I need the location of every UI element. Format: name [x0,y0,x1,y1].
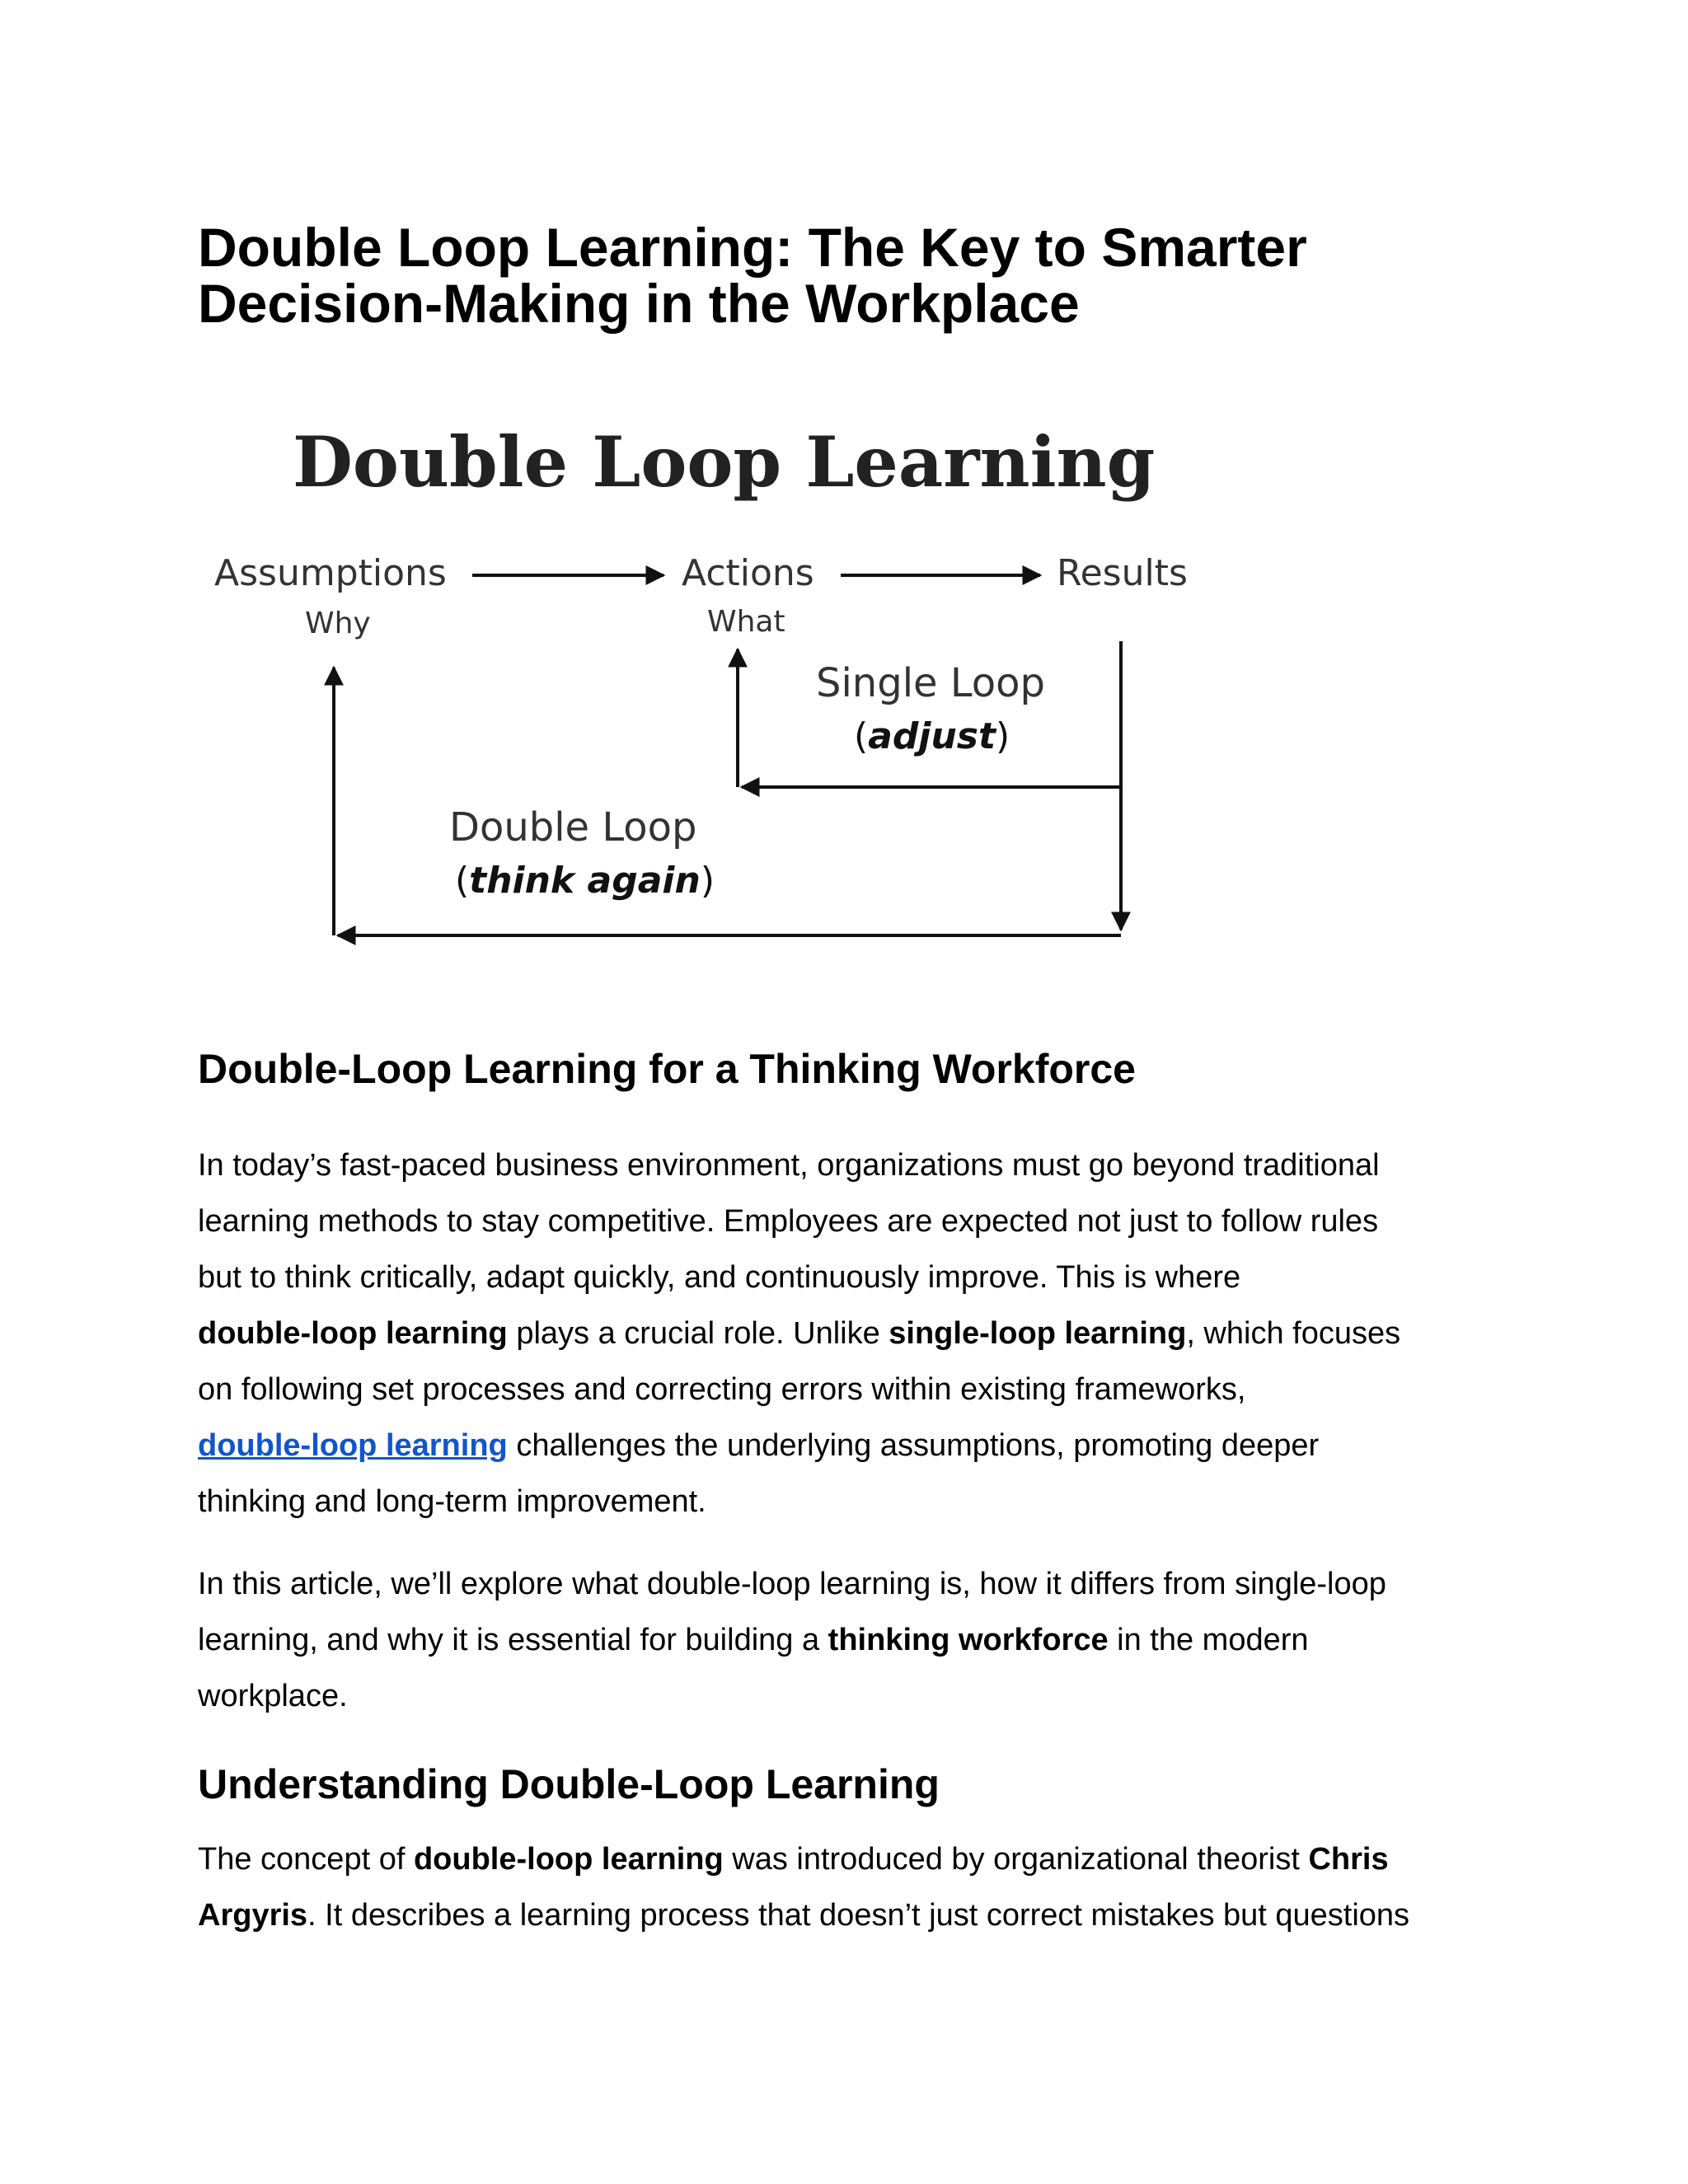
text-line [198,1418,1517,1474]
text-run: , which focuses [1186,1316,1401,1351]
text-run: The concept of [198,1842,414,1877]
text-run: challenges the underlying assumptions, promoting deeper [507,1428,1320,1463]
paragraph-concept [198,1831,1517,1943]
text-line: on following set processes and correcting errors within existing frameworks, [198,1372,1246,1407]
diagram-heading: Double Loop Learning [293,421,1156,503]
double-loop-diagram [198,412,1236,972]
title-line-2: Decision-Making in the Workplace [198,273,1080,334]
double-loop-paren-open: ( [455,860,470,902]
double-loop-think-again: think again [469,860,701,902]
document-title [198,206,1533,344]
text-line [198,1887,1517,1943]
double-loop-paren-close: ) [700,860,715,902]
double-loop-learning-link[interactable]: double-loop learning [198,1428,508,1463]
bold-name: Chris [1308,1842,1389,1877]
text-run: . It describes a learning process that doesn’t just correct mistakes but questions [307,1898,1410,1933]
text-run: learning, and why it is essential for building a [198,1623,828,1657]
text-run: was introduced by organizational theorist [723,1842,1309,1877]
text-line: but to think critically, adapt quickly, and continuously improve. This is where [198,1260,1241,1295]
paragraph-article-overview [198,1556,1517,1724]
section-heading-understanding: Understanding Double-Loop Learning [198,1761,940,1807]
text-line [198,1305,1517,1361]
paragraph-intro [198,1137,1517,1530]
bold-term: thinking workforce [828,1623,1109,1657]
single-loop-label: Single Loop [816,660,1045,706]
single-loop-sub-label [854,715,1010,757]
node-assumptions: Assumptions [214,552,447,594]
node-results: Results [1057,552,1188,594]
single-loop-adjust: adjust [868,715,996,757]
node-actions-sub: What [707,605,785,639]
bold-term: double-loop learning [413,1842,724,1877]
text-line: In today’s fast-paced business environment, organizations must go beyond traditional [198,1148,1380,1183]
text-run: in the modern [1108,1623,1309,1657]
text-line [198,1831,1517,1887]
text-line: workplace. [198,1679,348,1713]
title-line-1: Double Loop Learning: The Key to Smarter [198,217,1307,278]
section-heading-thinking-workforce: Double-Loop Learning for a Thinking Workforce [198,1046,1136,1092]
text-line: learning methods to stay competitive. Employees are expected not just to follow rules [198,1204,1379,1239]
bold-term: single-loop learning [889,1316,1187,1351]
double-loop-sub-label [455,860,715,902]
text-line [198,1612,1517,1668]
text-run: plays a crucial role. Unlike [507,1316,889,1351]
node-assumptions-sub: Why [305,607,371,640]
single-loop-paren-open: ( [854,715,869,757]
single-loop-paren-close: ) [996,715,1010,757]
double-loop-label: Double Loop [449,804,697,851]
text-line: thinking and long-term improvement. [198,1484,706,1519]
bold-term: double-loop learning [198,1316,508,1351]
bold-name: Argyris [198,1898,308,1933]
text-line: In this article, we’ll explore what double-loop learning is, how it differs from single-loop [198,1567,1386,1601]
node-actions: Actions [682,552,814,594]
